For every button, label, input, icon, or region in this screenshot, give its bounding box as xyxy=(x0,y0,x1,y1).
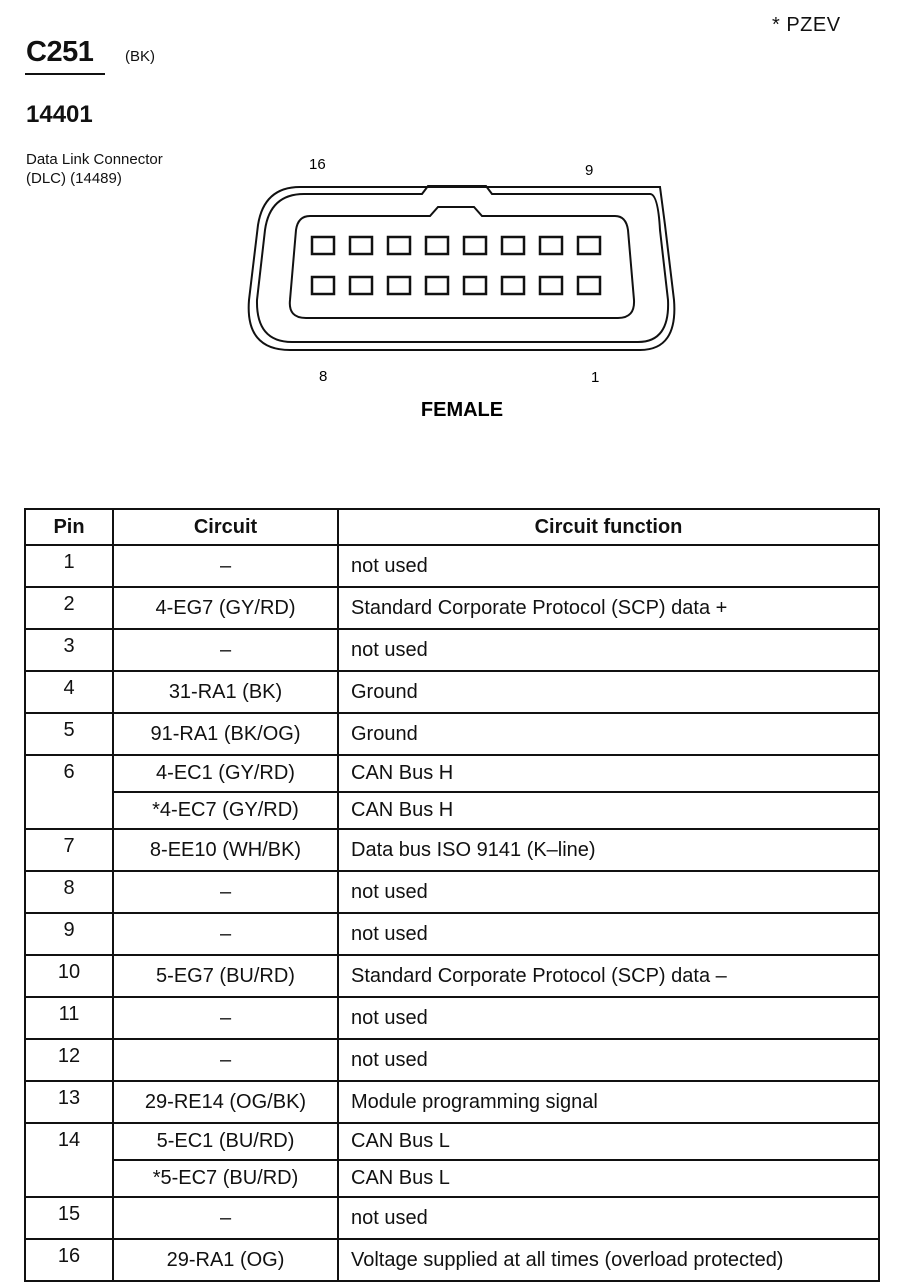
header-pin: Pin xyxy=(25,509,113,545)
table-row xyxy=(25,629,879,671)
table-row xyxy=(25,1160,879,1197)
circuit-id: 8-EE10 (WH/BK) xyxy=(113,829,338,871)
table-row xyxy=(25,871,879,913)
table-row xyxy=(25,1239,879,1281)
circuit-function: not used xyxy=(338,629,879,671)
circuit-function: Data bus ISO 9141 (K–line) xyxy=(338,829,879,871)
pin-number: 12 xyxy=(25,1039,113,1081)
circuit-function: not used xyxy=(338,871,879,913)
connector-id-underline xyxy=(25,73,105,75)
circuit-function: not used xyxy=(338,997,879,1039)
pin-label-1: 1 xyxy=(591,369,600,386)
pin-label-8: 8 xyxy=(319,368,328,385)
circuit-id: 29-RE14 (OG/BK) xyxy=(113,1081,338,1123)
table-row xyxy=(25,913,879,955)
circuit-id: – xyxy=(113,629,338,671)
circuit-function: CAN Bus H xyxy=(338,792,879,829)
circuit-id: 91-RA1 (BK/OG) xyxy=(113,713,338,755)
circuit-function: CAN Bus L xyxy=(338,1123,879,1160)
pin-number: 14 xyxy=(25,1123,113,1197)
table-row xyxy=(25,997,879,1039)
header-circuit: Circuit xyxy=(113,509,338,545)
table-row xyxy=(25,792,879,829)
pin-table xyxy=(24,508,880,1282)
circuit-function: Voltage supplied at all times (overload protected) xyxy=(338,1239,879,1281)
part-number: 14401 xyxy=(26,101,93,128)
circuit-id: – xyxy=(113,871,338,913)
table-row xyxy=(25,671,879,713)
table-row xyxy=(25,1039,879,1081)
circuit-function: CAN Bus L xyxy=(338,1160,879,1197)
circuit-id: – xyxy=(113,1039,338,1081)
pin-number: 4 xyxy=(25,671,113,713)
pin-cavities xyxy=(312,237,600,294)
connector-housing-outer xyxy=(249,187,675,350)
circuit-id: *5-EC7 (BU/RD) xyxy=(113,1160,338,1197)
pin-label-16: 16 xyxy=(309,156,326,173)
description-line-2: (DLC) (14489) xyxy=(26,170,122,187)
circuit-function: Standard Corporate Protocol (SCP) data – xyxy=(338,955,879,997)
circuit-function: Standard Corporate Protocol (SCP) data + xyxy=(338,587,879,629)
circuit-function: Ground xyxy=(338,713,879,755)
table-row xyxy=(25,587,879,629)
circuit-id: 5-EG7 (BU/RD) xyxy=(113,955,338,997)
pin-number: 16 xyxy=(25,1239,113,1281)
connector-color: (BK) xyxy=(125,48,155,65)
circuit-function: not used xyxy=(338,1039,879,1081)
connector-id: C251 xyxy=(26,36,94,68)
pin-table-body xyxy=(25,545,879,1281)
pin-number: 3 xyxy=(25,629,113,671)
circuit-id: *4-EC7 (GY/RD) xyxy=(113,792,338,829)
pin-number: 2 xyxy=(25,587,113,629)
connector-description xyxy=(26,150,163,188)
pin-label-9: 9 xyxy=(585,162,594,179)
circuit-id: – xyxy=(113,545,338,587)
circuit-id: 4-EC1 (GY/RD) xyxy=(113,755,338,792)
pin-number: 11 xyxy=(25,997,113,1039)
circuit-function: Module programming signal xyxy=(338,1081,879,1123)
pzev-footnote: * PZEV xyxy=(772,14,841,36)
description-line-1: Data Link Connector xyxy=(26,151,163,168)
table-row xyxy=(25,1081,879,1123)
circuit-function: not used xyxy=(338,545,879,587)
circuit-id: 5-EC1 (BU/RD) xyxy=(113,1123,338,1160)
circuit-id: 29-RA1 (OG) xyxy=(113,1239,338,1281)
connector-insert xyxy=(290,207,634,318)
connector-gender: FEMALE xyxy=(420,399,504,421)
pin-number: 8 xyxy=(25,871,113,913)
pin-number: 1 xyxy=(25,545,113,587)
pin-number: 9 xyxy=(25,913,113,955)
circuit-function: not used xyxy=(338,1197,879,1239)
table-row xyxy=(25,1123,879,1160)
table-row xyxy=(25,829,879,871)
circuit-id: – xyxy=(113,1197,338,1239)
table-row xyxy=(25,545,879,587)
table-row xyxy=(25,713,879,755)
pin-number: 5 xyxy=(25,713,113,755)
table-row xyxy=(25,955,879,997)
table-row xyxy=(25,1197,879,1239)
pin-number: 15 xyxy=(25,1197,113,1239)
pin-number: 6 xyxy=(25,755,113,829)
pin-number: 10 xyxy=(25,955,113,997)
circuit-function: CAN Bus H xyxy=(338,755,879,792)
pin-number: 7 xyxy=(25,829,113,871)
table-row xyxy=(25,755,879,792)
circuit-id: 4-EG7 (GY/RD) xyxy=(113,587,338,629)
table-header-row xyxy=(25,509,879,545)
header-circuit-function: Circuit function xyxy=(338,509,879,545)
circuit-id: – xyxy=(113,913,338,955)
circuit-id: 31-RA1 (BK) xyxy=(113,671,338,713)
circuit-id: – xyxy=(113,997,338,1039)
circuit-function: not used xyxy=(338,913,879,955)
pin-number: 13 xyxy=(25,1081,113,1123)
connector-diagram xyxy=(240,150,680,430)
circuit-function: Ground xyxy=(338,671,879,713)
